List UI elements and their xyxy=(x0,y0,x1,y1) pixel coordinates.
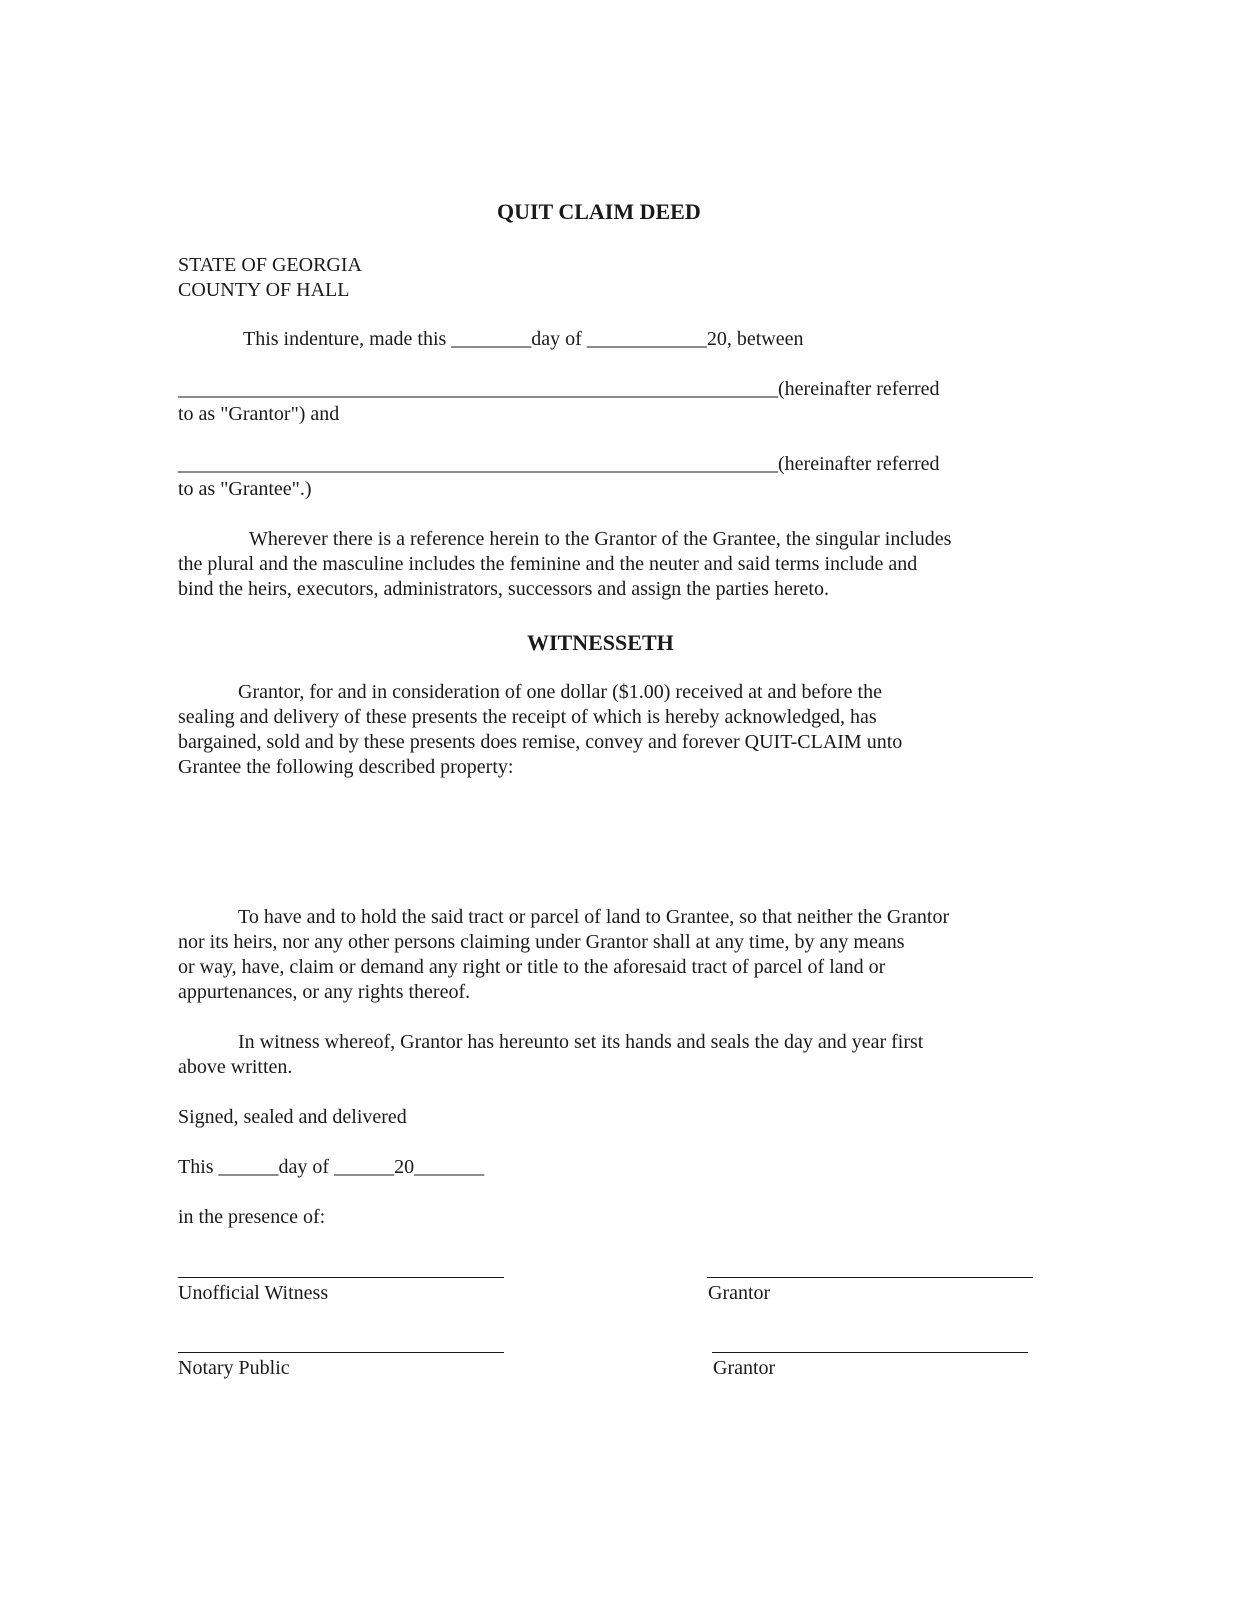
grantor-tail-line: to as "Grantor") and xyxy=(178,403,340,425)
this-day-line: This ______day of ______20_______ xyxy=(178,1156,485,1178)
grantee-tail-line: to as "Grantee".) xyxy=(178,478,312,500)
witness-paragraph-line-2: above written. xyxy=(178,1056,293,1078)
habendum-paragraph-line-4: appurtenances, or any rights thereof. xyxy=(178,981,471,1003)
document-title: QUIT CLAIM DEED xyxy=(497,199,701,224)
consideration-paragraph-line-1: Grantor, for and in consideration of one dollar ($1.00) received at and before the xyxy=(238,681,882,703)
reference-paragraph-line-2: the plural and the masculine includes the feminine and the neuter and said terms include and xyxy=(178,553,918,575)
grantor-signature-line-2 xyxy=(712,1352,1028,1353)
habendum-paragraph-line-3: or way, have, claim or demand any right or title to the aforesaid tract of parcel of land or xyxy=(178,956,886,978)
grantor-label-1: Grantor xyxy=(708,1282,771,1304)
habendum-paragraph-line-1: To have and to hold the said tract or parcel of land to Grantee, so that neither the Grantor xyxy=(238,906,950,928)
reference-paragraph-line-3: bind the heirs, executors, administrators, successors and assign the parties hereto. xyxy=(178,578,829,600)
grantor-signature-line-1 xyxy=(707,1277,1033,1278)
grantor-label-2: Grantor xyxy=(713,1357,776,1379)
witnesseth-heading: WITNESSETH xyxy=(527,630,674,655)
grantee-blank-line: ____________________________________________________________(hereinafter referred xyxy=(178,453,940,475)
witness-paragraph-line-1: In witness whereof, Grantor has hereunto set its hands and seals the day and year first xyxy=(238,1031,924,1053)
habendum-paragraph-line-2: nor its heirs, nor any other persons claiming under Grantor shall at any time, by any means xyxy=(178,931,905,953)
consideration-paragraph-line-4: Grantee the following described property: xyxy=(178,756,514,778)
county-line: COUNTY OF HALL xyxy=(178,279,350,301)
notary-label: Notary Public xyxy=(178,1357,290,1379)
witness-signature-line xyxy=(178,1277,504,1278)
state-line: STATE OF GEORGIA xyxy=(178,254,362,276)
indenture-line: This indenture, made this ________day of ____________20, between xyxy=(243,328,804,350)
reference-paragraph-line-1: Wherever there is a reference herein to the Grantor of the Grantee, the singular includes xyxy=(249,528,952,550)
notary-signature-line xyxy=(178,1352,504,1353)
grantor-blank-line: ____________________________________________________________(hereinafter referred xyxy=(178,378,940,400)
signed-sealed-line: Signed, sealed and delivered xyxy=(178,1106,407,1128)
presence-of-line: in the presence of: xyxy=(178,1206,326,1228)
consideration-paragraph-line-3: bargained, sold and by these presents does remise, convey and forever QUIT-CLAIM unto xyxy=(178,731,903,753)
consideration-paragraph-line-2: sealing and delivery of these presents the receipt of which is hereby acknowledged, has xyxy=(178,706,877,728)
witness-label: Unofficial Witness xyxy=(178,1282,329,1304)
